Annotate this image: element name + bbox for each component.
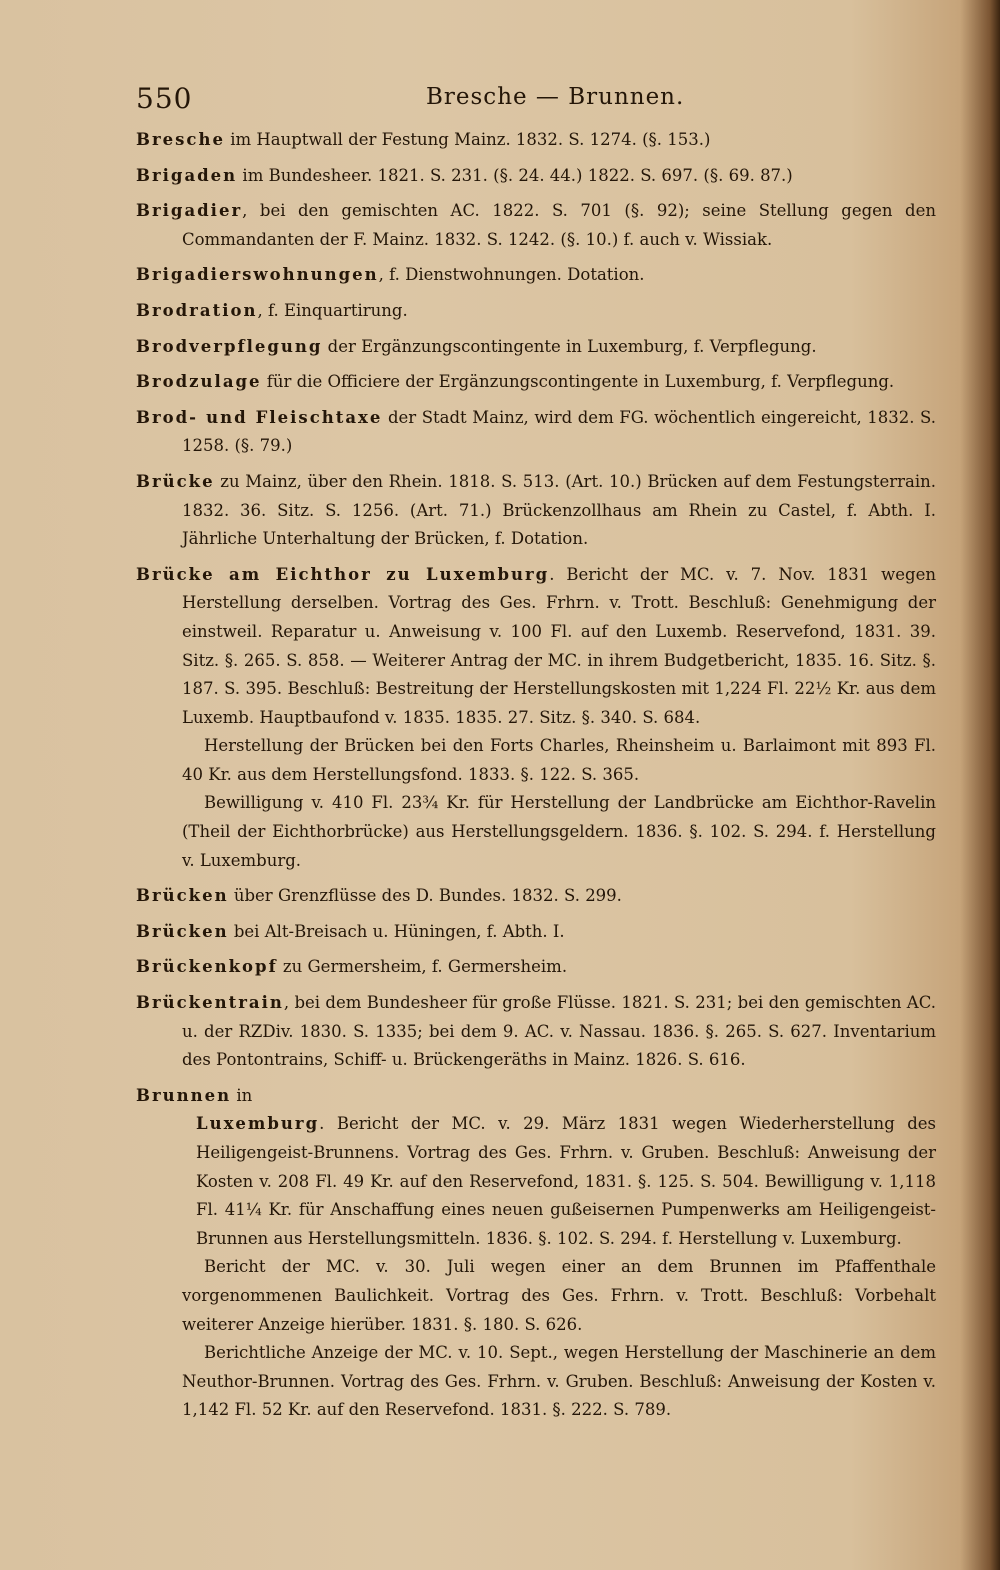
index-entry: Brodzulage für die Officiere der Ergänzungscontingente in Luxemburg, f. Verpflegung. bbox=[136, 372, 895, 392]
index-entry: Brücken bei Alt-Breisach u. Hüningen, f. Abth. I. bbox=[136, 921, 565, 941]
index-sub-entry: Herstellung der Brücken bei den Forts Charles, Rheinsheim u. Barlaimont mit 893 Fl. 40 Kr. aus dem Herstellungsfond. 1833. §. 122. S. 365. bbox=[182, 736, 936, 784]
running-head: Bresche — Brunnen. bbox=[426, 84, 685, 110]
index-sub-entry: Luxemburg. Bericht der MC. v. 29. März 1831 wegen Wiederherstellung des Heiligengeist-Brunnens. Vortrag des Ges. Frhrn. v. Gruben. Beschluß: Anweisung der Kosten v. 208 Fl. 49 Kr. auf den Reservefond, 1831. §. 125. S. 504. Bewilligung v. 1,118 Fl. 41¼ Kr. für Anschaffung eines neuen gußeisernen Pumpenwerks am Heiligengeist-Brunnen aus Herstellungsmitteln. 1836. §. 102. S. 294. f. Herstellung v. Luxemburg. bbox=[196, 1114, 936, 1248]
index-entry: Brücke am Eichthor zu Luxemburg. Bericht der MC. v. 7. Nov. 1831 wegen Herstellung derselben. Vortrag des Ges. Frhrn. v. Trott. Beschluß: Genehmigung der einstweil. Reparatur u. Anweisung v. 100 Fl. auf den Luxemb. Reservefond, 1831. 39. Sitz. §. 265. S. 858. — Weiterer Antrag der MC. in ihrem Budgetbericht, 1835. 16. Sitz. §. 187. S. 395. Beschluß: Bestreitung der Herstellungskosten mit 1,224 Fl. 22½ Kr. aus dem Luxemb. Hauptbaufond v. 1835. 1835. 27. Sitz. §. 340. S. 684. bbox=[136, 564, 937, 727]
index-entry: Brod- und Fleischtaxe der Stadt Mainz, wird dem FG. wöchentlich eingereicht, 1832. S. 1258. (§. 79.) bbox=[136, 407, 936, 456]
index-entry: Brückentrain, bei dem Bundesheer für große Flüsse. 1821. S. 231; bei den gemischten AC. u. der RZDiv. 1830. S. 1335; bei dem 9. AC. v. Nassau. 1836. §. 265. S. 627. Inventarium des Pontontrains, Schiff- u. Brückengeräths in Mainz. 1826. S. 616. bbox=[136, 993, 936, 1070]
page-header bbox=[136, 82, 920, 122]
index-sub-entry: Bewilligung v. 410 Fl. 23¾ Kr. für Herstellung der Landbrücke am Eichthor-Ravelin (Theil der Eichthorbrücke) aus Herstellungsgeldern. 1836. §. 102. S. 294. f. Herstellung v. Luxemburg. bbox=[182, 793, 936, 870]
index-entry: Brodration, f. Einquartirung. bbox=[136, 300, 408, 320]
index-entry: Brunnen in bbox=[136, 1085, 253, 1105]
index-text bbox=[136, 126, 936, 1425]
index-sub-entry: Berichtliche Anzeige der MC. v. 10. Sept., wegen Herstellung der Maschinerie an dem Neuthor-Brunnen. Vortrag des Ges. Frhrn. v. Gruben. Beschluß: Anweisung der Kosten v. 1,142 Fl. 52 Kr. auf den Reservefond. 1831. §. 222. S. 789. bbox=[182, 1343, 936, 1420]
index-entry: Brigadier, bei den gemischten AC. 1822. S. 701 (§. 92); seine Stellung gegen den Commandanten der F. Mainz. 1832. S. 1242. (§. 10.) f. auch v. Wissiak. bbox=[136, 201, 936, 249]
index-entry: Brücke zu Mainz, über den Rhein. 1818. S. 513. (Art. 10.) Brücken auf dem Festungsterrain. 1832. 36. Sitz. S. 1256. (Art. 71.) Brückenzollhaus am Rhein zu Castel, f. Abth. I. Jährliche Unterhaltung der Brücken, f. Dotation. bbox=[136, 471, 936, 549]
index-entry: Brigadierswohnungen, f. Dienstwohnungen. Dotation. bbox=[136, 265, 645, 285]
index-entry: Brücken über Grenzflüsse des D. Bundes. 1832. S. 299. bbox=[136, 886, 622, 906]
page-number: 550 bbox=[136, 82, 193, 115]
index-entry: Brigaden im Bundesheer. 1821. S. 231. (§. 24. 44.) 1822. S. 697. (§. 69. 87.) bbox=[136, 165, 793, 185]
index-entry: Brodverpflegung der Ergänzungscontingente in Luxemburg, f. Verpflegung. bbox=[136, 336, 817, 356]
index-entry: Bresche im Hauptwall der Festung Mainz. 1832. S. 1274. (§. 153.) bbox=[136, 130, 711, 149]
index-entry: Brückenkopf zu Germersheim, f. Germersheim. bbox=[136, 957, 568, 977]
index-sub-entry: Bericht der MC. v. 30. Juli wegen einer an dem Brunnen im Pfaffenthale vorgenommenen Baulichkeit. Vortrag des Ges. Frhrn. v. Trott. Beschluß: Vorbehalt weiterer Anzeige hierüber. 1831. §. 180. S. 626. bbox=[182, 1257, 936, 1334]
